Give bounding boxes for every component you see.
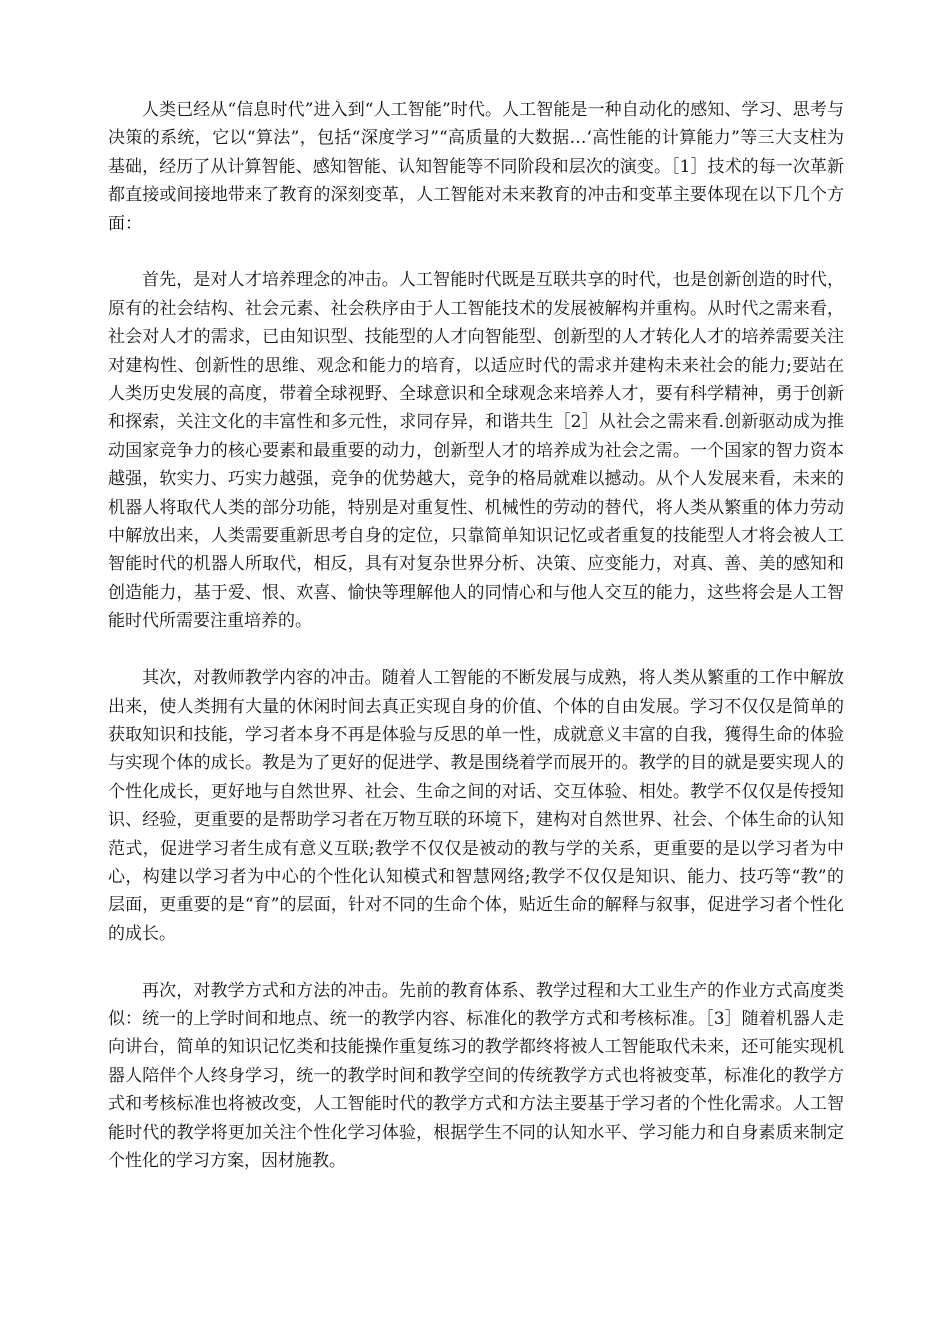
- document-body: [108, 96, 844, 1204]
- paragraph-talent-cultivation: 首先，是对人才培养理念的冲击。人工智能时代既是互联共享的时代，也是创新创造的时代，原有的社会结构、社会元素、社会秩序由于人工智能技术的发展被解构并重构。从时代之需来看，社会对人才的需求，已由知识型、技能型的人才向智能型、创新型的人才转化人才的培养需要关注对建构性、创新性的思维、观念和能力的培育，以适应时代的需求并建构未来社会的能力;要站在人类历史发展的高度，带着全球视野、全球意识和全球观念来培养人才，要有科学精神，勇于创新和探索，关注文化的丰富性和多元性，求同存异，和谐共生［2］从社会之需来看.创新驱动成为推动国家竞争力的核心要素和最重要的动力，创新型人才的培养成为社会之需。一个国家的智力资本越强，软实力、巧实力越强，竞争的优势越大，竞争的格局就难以撼动。从个人发展来看，未来的机器人将取代人类的部分功能，特别是对重复性、机械性的劳动的替代，将人类从繁重的体力劳动中解放出来，人类需要重新思考自身的定位，只靠简单知识记忆或者重复的技能型人才将会被人工智能时代的机器人所取代，相反，具有对复杂世界分析、决策、应变能力，对真、善、美的感知和创造能力，基于爱、恨、欢喜、愉快等理解他人的同情心和与他人交互的能力，这些将会是人工智能时代所需要注重培养的。: [108, 270, 844, 632]
- paragraph-teaching-content: 其次，对教师教学内容的冲击。随着人工智能的不断发展与成熟，将人类从繁重的工作中解放出来，使人类拥有大量的休闲时间去真正实现自身的价值、个体的自由发展。学习不仅仅是简单的获取知识和技能，学习者本身不再是体验与反思的单一性，成就意义丰富的自我，獲得生命的体验与实现个体的成长。教是为了更好的促进学、教是围绕着学而展开的。教学的目的就是要实现人的个性化成长，更好地与自然世界、社会、生命之间的对话、交互体验、相处。教学不仅仅是传授知识、经验，更重要的是帮助学习者在万物互联的环境下，建构对自然世界、社会、个体生命的认知范式，促进学习者生成有意义互联;教学不仅仅是被动的教与学的关系，更重要的是以学习者为中心，构建以学习者为中心的个性化认知模式和智慧网络;教学不仅仅是知识、能力、技巧等“教”的层面，更重要的是“育”的层面，针对不同的生命个体，贴近生命的解释与叙事，促进学习者个性化的成长。: [108, 668, 844, 944]
- paragraph-teaching-methods: 再次，对教学方式和方法的冲击。先前的教育体系、教学过程和大工业生产的作业方式高度类似：统一的上学时间和地点、统一的教学内容、标准化的教学方式和考核标准。［3］随着机器人走向讲台，简单的知识记忆类和技能操作重复练习的教学都终将被人工智能取代未来，还可能实现机器人陪伴个人终身学习，统一的教学时间和教学空间的传统教学方式也将被变革，标准化的教学方式和考核标准也将被改变，人工智能时代的教学方式和方法主要基于学习者的个性化需求。人工智能时代的教学将更加关注个性化学习体验，根据学生不同的认知水平、学习能力和自身素质来制定个性化的学习方案，因材施教。: [108, 980, 844, 1171]
- paragraph-intro: 人类已经从“信息时代”进入到“人工智能”时代。人工智能是一种自动化的感知、学习、思考与决策的系统，它以“算法”，包括“深度学习”“高质量的大数据…‘高性能的计算能力”等三大支柱为基础，经历了从计算智能、感知智能、认知智能等不同阶段和层次的演变。［1］技术的每一次革新都直接或间接地带来了教育的深刻变革，人工智能对未来教育的冲击和变革主要体现在以下几个方面：: [108, 100, 844, 234]
